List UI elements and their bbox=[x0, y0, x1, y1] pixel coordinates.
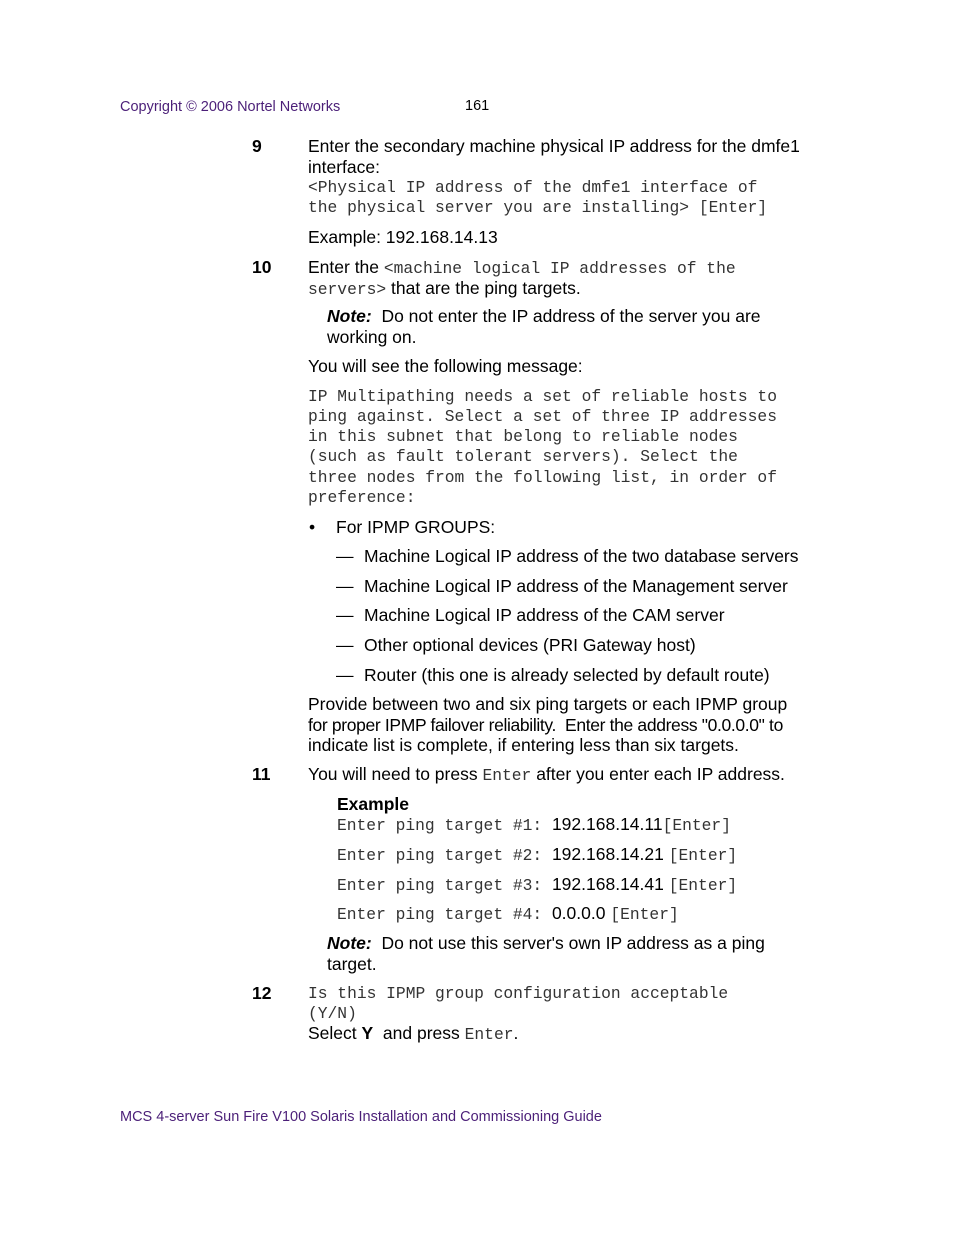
message-line: ping against. Select a set of three IP addresses bbox=[308, 407, 777, 426]
dash-item: Machine Logical IP address of the two database servers bbox=[364, 546, 799, 566]
message-line: (such as fault tolerant servers). Select the bbox=[308, 447, 738, 466]
example-row bbox=[337, 874, 737, 895]
example-row bbox=[337, 844, 737, 865]
code-run: servers> bbox=[308, 280, 387, 299]
code-run: [Enter] bbox=[668, 846, 738, 865]
dash-item: Router (this one is already selected by default route) bbox=[364, 665, 770, 685]
step-text bbox=[308, 1023, 518, 1046]
dash-icon: — bbox=[336, 546, 354, 566]
code-text: Is this IPMP group configuration acceptable bbox=[308, 984, 729, 1003]
code-run: Enter ping target #1: bbox=[337, 816, 552, 835]
example-heading: Example bbox=[337, 794, 409, 814]
note-text: target. bbox=[327, 954, 377, 974]
code-text: the physical server you are installing> [Enter] bbox=[308, 198, 768, 217]
message-line: preference: bbox=[308, 488, 416, 507]
ip-value: 192.168.14.21 bbox=[551, 844, 669, 864]
text-run: Enter the bbox=[308, 257, 384, 277]
dash-icon: — bbox=[336, 665, 354, 685]
step-text: for proper IPMP failover reliability. Enter the address "0.0.0.0" to bbox=[308, 715, 783, 735]
dash-item: Machine Logical IP address of the Management server bbox=[364, 576, 788, 596]
copyright-text: Copyright © 2006 Nortel Networks bbox=[120, 99, 341, 115]
text-run: You will need to press bbox=[308, 764, 483, 784]
step-text bbox=[308, 278, 581, 301]
bullet-icon: • bbox=[309, 517, 316, 537]
dash-item: Other optional devices (PRI Gateway host) bbox=[364, 635, 696, 655]
step-text: Enter the secondary machine physical IP address for the dmfe1 bbox=[308, 136, 800, 156]
dash-icon: — bbox=[336, 635, 354, 655]
step-number: 12 bbox=[252, 983, 272, 1003]
code-text: <Physical IP address of the dmfe1 interface of bbox=[308, 178, 758, 197]
note-label: Note: bbox=[327, 306, 372, 326]
note-label: Note: bbox=[327, 933, 372, 953]
step-number: 10 bbox=[252, 257, 272, 277]
code-run: Enter ping target #4: bbox=[337, 905, 552, 924]
code-run: Enter bbox=[464, 1025, 514, 1044]
code-text: (Y/N) bbox=[308, 1004, 357, 1023]
example-text: Example: 192.168.14.13 bbox=[308, 227, 498, 247]
text-run: Select bbox=[308, 1023, 362, 1043]
note-text: Do not use this server's own IP address as a ping bbox=[371, 933, 765, 953]
example-row bbox=[337, 903, 679, 924]
code-run: [Enter] bbox=[662, 816, 731, 835]
message-line: IP Multipathing needs a set of reliable hosts to bbox=[308, 387, 777, 406]
text-run: and press bbox=[373, 1023, 465, 1043]
dash-icon: — bbox=[336, 576, 354, 596]
step-number: 9 bbox=[252, 136, 262, 156]
dash-item: Machine Logical IP address of the CAM server bbox=[364, 605, 725, 625]
text-run: after you enter each IP address. bbox=[531, 764, 785, 784]
step-text: indicate list is complete, if entering less than six targets. bbox=[308, 735, 739, 755]
ip-value: 192.168.14.11 bbox=[551, 814, 663, 834]
page-number: 161 bbox=[465, 98, 490, 114]
step-number: 11 bbox=[252, 764, 271, 784]
code-run: Enter bbox=[482, 766, 532, 785]
note bbox=[327, 306, 761, 327]
note bbox=[327, 933, 765, 954]
code-run: Enter ping target #3: bbox=[337, 876, 552, 895]
step-text bbox=[308, 257, 736, 280]
code-run: Enter ping target #2: bbox=[337, 846, 552, 865]
bullet-item: For IPMP GROUPS: bbox=[336, 517, 496, 537]
step-text: interface: bbox=[308, 157, 380, 177]
message-line: three nodes from the following list, in order of bbox=[308, 468, 777, 487]
message-line: in this subnet that belong to reliable nodes bbox=[308, 427, 738, 446]
note-text: working on. bbox=[327, 327, 417, 347]
text-run: . bbox=[513, 1023, 519, 1043]
code-run: [Enter] bbox=[668, 876, 738, 895]
note-text: Do not enter the IP address of the server you are bbox=[371, 306, 761, 326]
bold-run: Y bbox=[361, 1023, 374, 1043]
text-run: that are the ping targets. bbox=[386, 278, 581, 298]
dash-icon: — bbox=[336, 605, 354, 625]
step-text: Provide between two and six ping targets or each IPMP group bbox=[308, 694, 788, 714]
step-text bbox=[308, 764, 785, 787]
code-run: [Enter] bbox=[610, 905, 679, 924]
code-run: <machine logical IP addresses of the bbox=[383, 259, 736, 278]
step-text: You will see the following message: bbox=[308, 356, 583, 376]
ip-value: 0.0.0.0 bbox=[551, 903, 611, 923]
example-row bbox=[337, 814, 731, 835]
footer-title: MCS 4-server Sun Fire V100 Solaris Installation and Commissioning Guide bbox=[120, 1109, 602, 1125]
ip-value: 192.168.14.41 bbox=[551, 874, 669, 894]
